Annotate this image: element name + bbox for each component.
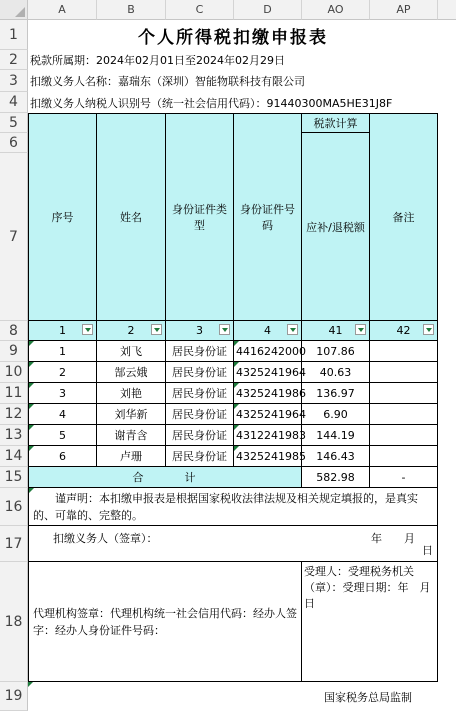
row-header-8[interactable]: 8 <box>0 321 28 341</box>
cell-text: 谨声明：本扣缴申报表是根据国家税收法律法规及相关规定填报的，是真实的、可靠的、完整的。 <box>33 492 418 522</box>
table-row-3-amount[interactable]: 136.97 <box>302 383 370 404</box>
total-label[interactable]: 合 计 <box>28 467 302 488</box>
table-row-6-amount[interactable]: 146.43 <box>302 446 370 467</box>
cell-text: 国家税务总局监制 <box>324 690 412 704</box>
row-header-16[interactable]: 16 <box>0 488 28 526</box>
error-indicator-icon <box>29 425 34 430</box>
error-indicator-icon <box>29 488 34 493</box>
withholder-tax-id[interactable]: 扣缴义务人纳税人识别号（统一社会信用代码）：91440300MA5HE31J8F <box>30 96 393 110</box>
row-header-3[interactable]: 3 <box>0 70 28 92</box>
column-header-d[interactable]: D <box>234 0 302 20</box>
filter-number: 42 <box>396 324 411 337</box>
table-row-2-id-type[interactable]: 居民身份证 <box>166 362 234 383</box>
sign-day: 日 <box>422 544 433 557</box>
cell-text: 4325241964 <box>236 365 306 379</box>
table-row-3-remark[interactable] <box>370 383 438 404</box>
filter-dropdown-icon[interactable] <box>423 324 434 335</box>
cell-text: 4416242000 <box>236 344 306 358</box>
table-row-4-name[interactable]: 刘华新 <box>97 404 166 425</box>
cell-text: 4325241964 <box>236 407 306 421</box>
error-indicator-icon <box>234 446 239 451</box>
cell-text: 5 <box>59 428 66 442</box>
table-row-3-id-type[interactable]: 居民身份证 <box>166 383 234 404</box>
filter-cell-id-no[interactable] <box>234 321 302 341</box>
column-header-ap[interactable]: AP <box>370 0 438 20</box>
row-header-10[interactable]: 10 <box>0 362 28 383</box>
filter-cell-seq[interactable] <box>28 321 97 341</box>
table-row-6-remark[interactable] <box>370 446 438 467</box>
cell-text: 1 <box>59 344 66 358</box>
column-header-ao[interactable]: AO <box>302 0 370 20</box>
select-all-corner[interactable] <box>0 0 28 20</box>
agency-signature-block[interactable]: 代理机构签章：代理机构统一社会信用代码：经办人签字：经办人身份证件号码： <box>28 562 302 682</box>
table-row-6-name[interactable]: 卢珊 <box>97 446 166 467</box>
cell-text: 2 <box>59 365 66 379</box>
table-row-5-seq[interactable] <box>28 425 97 446</box>
table-row-6-seq[interactable] <box>28 446 97 467</box>
declaration-text[interactable] <box>28 488 438 526</box>
table-row-1-remark[interactable] <box>370 341 438 362</box>
form-title[interactable]: 个人所得税扣缴申报表 <box>138 27 328 48</box>
error-indicator-icon <box>29 362 34 367</box>
table-row-2-remark[interactable] <box>370 362 438 383</box>
table-row-3-seq[interactable] <box>28 383 97 404</box>
row-header-13[interactable]: 13 <box>0 425 28 446</box>
filter-dropdown-icon[interactable] <box>82 324 93 335</box>
row-header-11[interactable]: 11 <box>0 383 28 404</box>
table-row-5-name[interactable]: 谢青含 <box>97 425 166 446</box>
row-header-17[interactable]: 17 <box>0 526 28 562</box>
row-header-18[interactable]: 18 <box>0 562 28 682</box>
table-row-6-id-no[interactable] <box>234 446 306 467</box>
cell-text: 4325241986 <box>236 386 306 400</box>
filter-dropdown-icon[interactable] <box>151 324 162 335</box>
error-indicator-icon <box>28 682 33 687</box>
total-remark[interactable]: - <box>370 467 438 488</box>
table-row-3-id-no[interactable] <box>234 383 306 404</box>
table-row-4-id-no[interactable] <box>234 404 306 425</box>
column-header-c[interactable]: C <box>166 0 234 20</box>
table-row-2-id-no[interactable] <box>234 362 306 383</box>
filter-cell-name[interactable] <box>97 321 166 341</box>
table-row-5-id-no[interactable] <box>234 425 306 446</box>
cell-text: 3 <box>59 386 66 400</box>
header-refund[interactable]: 应补/退税额 <box>302 133 370 321</box>
error-indicator-icon <box>29 446 34 451</box>
table-row-4-remark[interactable] <box>370 404 438 425</box>
cell-text: 6 <box>59 449 66 463</box>
row-header-14[interactable]: 14 <box>0 446 28 467</box>
header-id-no[interactable]: 身份证件号码 <box>234 113 302 321</box>
row-header-19[interactable]: 19 <box>0 682 28 711</box>
filter-number: 3 <box>196 324 203 337</box>
tax-period[interactable]: 税款所属期：2024年02月01日至2024年02月29日 <box>30 54 285 67</box>
row-header-6[interactable]: 6 <box>0 133 28 153</box>
row-header-15[interactable]: 15 <box>0 467 28 488</box>
footer-supervised-by[interactable] <box>28 682 438 711</box>
cell-text: 4312241983 <box>236 428 306 442</box>
error-indicator-icon <box>234 341 239 346</box>
filter-cell-remark[interactable] <box>370 321 438 341</box>
table-row-6-id-type[interactable]: 居民身份证 <box>166 446 234 467</box>
row-header-12[interactable]: 12 <box>0 404 28 425</box>
signer-label: 扣缴义务人（签章）： <box>53 532 158 545</box>
total-amount[interactable]: 582.98 <box>302 467 370 488</box>
table-row-3-name[interactable]: 刘艳 <box>97 383 166 404</box>
signer-row[interactable] <box>28 526 438 562</box>
row-header-5[interactable]: 5 <box>0 113 28 133</box>
column-header-blank <box>438 0 456 20</box>
filter-number: 2 <box>127 324 135 337</box>
column-header-a[interactable]: A <box>28 0 97 20</box>
row-header-2[interactable]: 2 <box>0 50 28 70</box>
header-id-type[interactable]: 身份证件类型 <box>166 113 234 321</box>
receiver-block[interactable]: 受理人：受理税务机关（章）：受理日期：年 月 日 <box>302 562 438 682</box>
filter-number: 4 <box>264 324 271 337</box>
cell-text: 4325241985 <box>236 449 306 463</box>
table-row-5-id-type[interactable]: 居民身份证 <box>166 425 234 446</box>
table-row-2-seq[interactable] <box>28 362 97 383</box>
table-row-4-amount[interactable]: 6.90 <box>302 404 370 425</box>
cell-text: 4 <box>59 407 66 421</box>
filter-cell-refund[interactable] <box>302 321 370 341</box>
sign-year-month: 年 月 <box>371 532 415 545</box>
error-indicator-icon <box>29 404 34 409</box>
table-row-1-id-type[interactable]: 居民身份证 <box>166 341 234 362</box>
filter-dropdown-icon[interactable] <box>219 324 230 335</box>
withholder-name[interactable]: 扣缴义务人名称：嘉瑞东（深圳）智能物联科技有限公司 <box>30 75 305 88</box>
header-tax-calc[interactable]: 税款计算 <box>302 113 370 133</box>
table-row-1-seq[interactable] <box>28 341 97 362</box>
row-header-1[interactable]: 1 <box>0 20 28 50</box>
table-row-1-name[interactable]: 刘飞 <box>97 341 166 362</box>
row-header-4[interactable]: 4 <box>0 92 28 113</box>
select-all-triangle-icon <box>15 7 25 17</box>
table-row-2-name[interactable]: 郜云娥 <box>97 362 166 383</box>
table-row-1-amount[interactable]: 107.86 <box>302 341 370 362</box>
row-header-9[interactable]: 9 <box>0 341 28 362</box>
table-row-4-seq[interactable] <box>28 404 97 425</box>
column-header-b[interactable]: B <box>97 0 166 20</box>
table-row-2-amount[interactable]: 40.63 <box>302 362 370 383</box>
error-indicator-icon <box>29 383 34 388</box>
table-row-5-remark[interactable] <box>370 425 438 446</box>
filter-cell-id-type[interactable] <box>166 321 234 341</box>
row-header-7[interactable]: 7 <box>0 153 28 321</box>
header-name[interactable]: 姓名 <box>97 113 166 321</box>
filter-dropdown-icon[interactable] <box>355 324 366 335</box>
table-row-4-id-type[interactable]: 居民身份证 <box>166 404 234 425</box>
header-remark[interactable]: 备注 <box>370 113 438 321</box>
error-indicator-icon <box>234 404 239 409</box>
error-indicator-icon <box>234 362 239 367</box>
filter-dropdown-icon[interactable] <box>287 324 298 335</box>
error-indicator-icon <box>234 383 239 388</box>
filter-number: 41 <box>328 324 343 337</box>
table-row-1-id-no[interactable] <box>234 341 306 362</box>
header-seq[interactable]: 序号 <box>28 113 97 321</box>
table-row-5-amount[interactable]: 144.19 <box>302 425 370 446</box>
filter-number: 1 <box>59 324 66 337</box>
error-indicator-icon <box>234 425 239 430</box>
error-indicator-icon <box>29 341 34 346</box>
